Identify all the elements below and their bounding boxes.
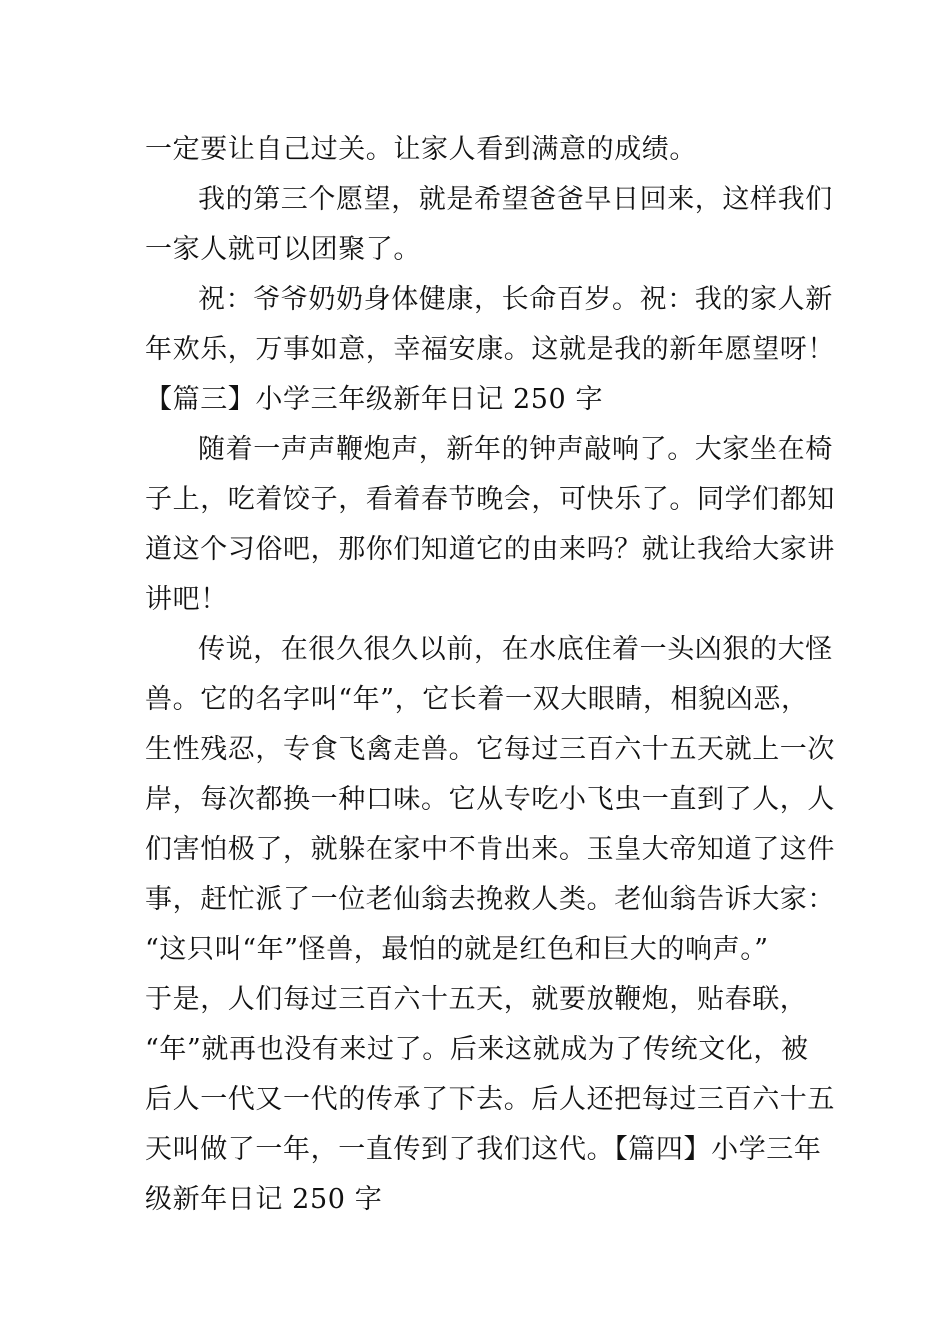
text-line: 后人一代又一代的传承了下去。后人还把每过三百六十五 xyxy=(145,1084,835,1115)
text-line: 道这个习俗吧，那你们知道它的由来吗？就让我给大家讲 xyxy=(145,534,835,565)
text-line: 事，赶忙派了一位老仙翁去挽救人类。老仙翁告诉大家： xyxy=(145,884,835,915)
text-line: 讲吧！ xyxy=(145,584,228,615)
paragraph-first-line: 祝：爷爷奶奶身体健康，长命百岁。祝：我的家人新 xyxy=(198,284,833,315)
text-line: 天叫做了一年，一直传到了我们这代。【篇四】小学三年 xyxy=(145,1134,822,1165)
section-heading: 级新年日记 250 字 xyxy=(145,1184,383,1215)
text-line: “这只叫“年”怪兽，最怕的就是红色和巨大的响声。” xyxy=(145,934,769,965)
section-heading: 【篇三】小学三年级新年日记 250 字 xyxy=(145,384,604,415)
paragraph-first-line: 传说，在很久很久以前，在水底住着一头凶狠的大怪 xyxy=(198,634,833,665)
text-line: 岸，每次都换一种口味。它从专吃小飞虫一直到了人，人 xyxy=(145,784,835,815)
paragraph-first-line: 我的第三个愿望，就是希望爸爸早日回来，这样我们 xyxy=(198,184,833,215)
text-line: 生性残忍，专食飞禽走兽。它每过三百六十五天就上一次 xyxy=(145,734,835,765)
text-line: 兽。它的名字叫“年”，它长着一双大眼睛，相貌凶恶， xyxy=(145,684,809,715)
text-line: 们害怕极了，就躲在家中不肯出来。玉皇大帝知道了这件 xyxy=(145,834,835,865)
text-line: 一定要让自己过关。让家人看到满意的成绩。 xyxy=(145,134,697,165)
text-line: 子上，吃着饺子，看着春节晚会，可快乐了。同学们都知 xyxy=(145,484,835,515)
text-line: 一家人就可以团聚了。 xyxy=(145,234,421,265)
text-line: “年”就再也没有来过了。后来这就成为了传统文化，被 xyxy=(145,1034,809,1065)
paragraph-first-line: 随着一声声鞭炮声，新年的钟声敲响了。大家坐在椅 xyxy=(198,434,833,465)
text-line: 年欢乐，万事如意，幸福安康。这就是我的新年愿望呀！ xyxy=(145,334,835,365)
text-line: 于是，人们每过三百六十五天，就要放鞭炮，贴春联， xyxy=(145,984,808,1015)
